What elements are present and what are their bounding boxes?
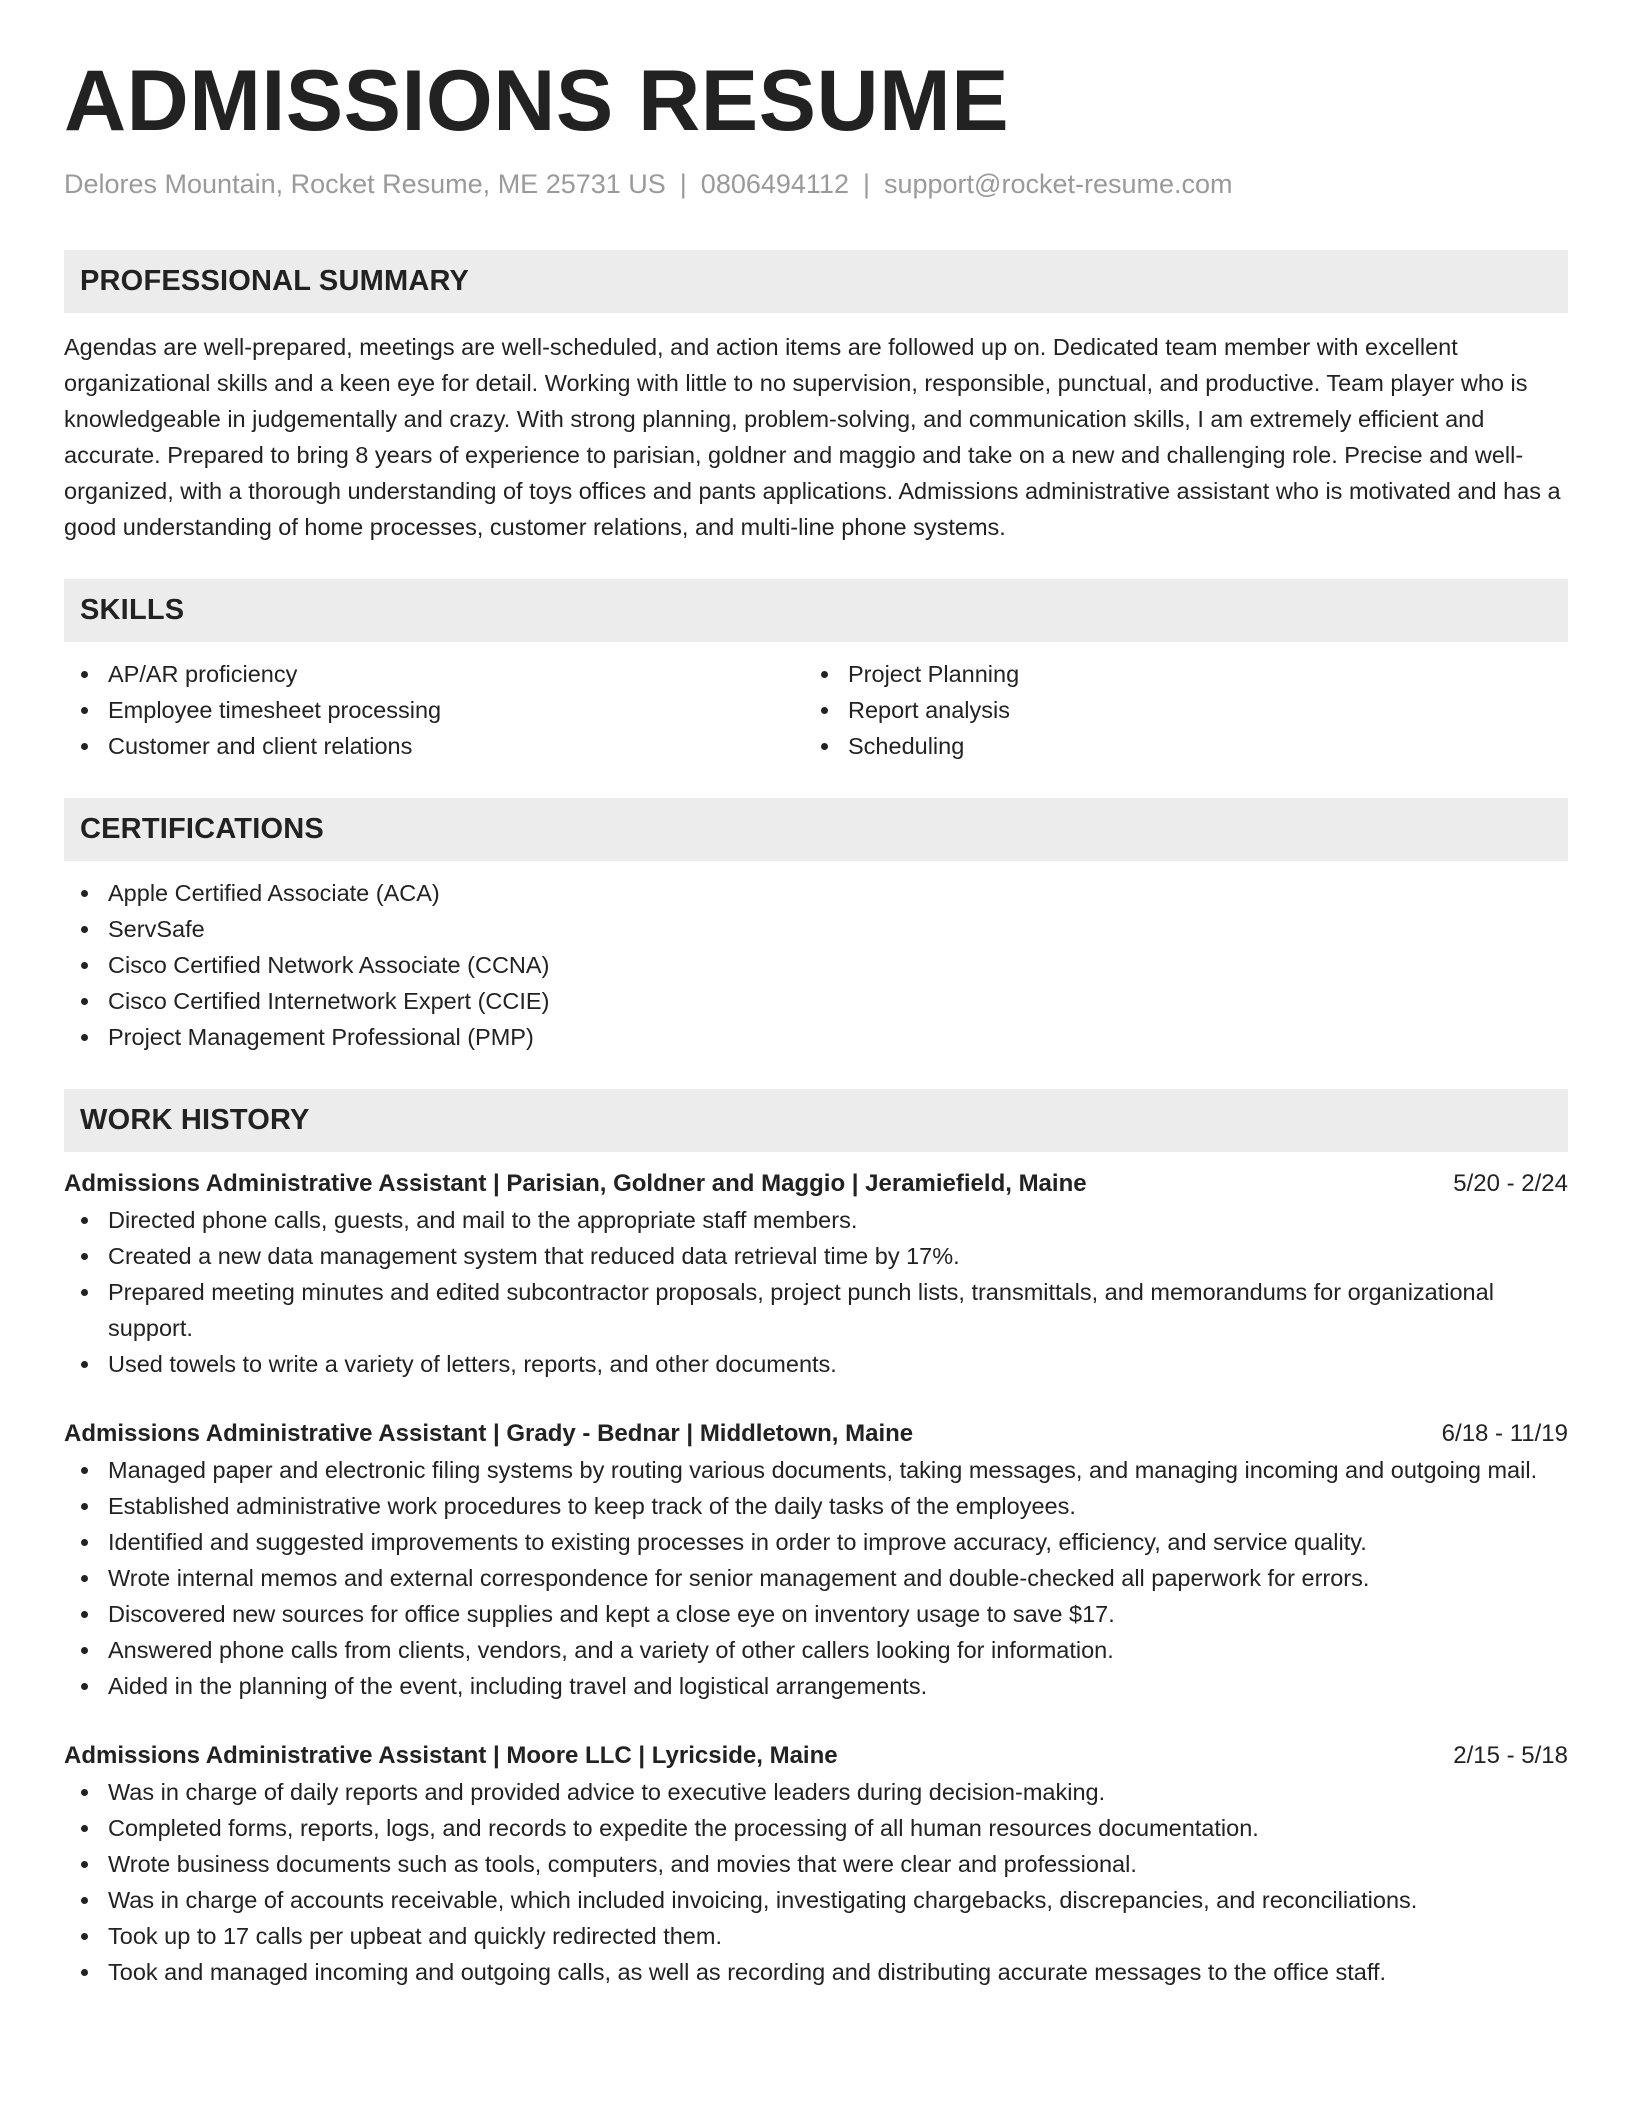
contact-email: support@rocket-resume.com [883,169,1233,199]
job-title: Admissions Administrative Assistant | Moore LLC | Lyricside, Maine [64,1742,838,1770]
certification-item: Cisco Certified Internetwork Expert (CCIE) [64,983,1568,1019]
job-bullet: Aided in the planning of the event, including travel and logistical arrangements. [64,1668,1568,1704]
summary-heading: PROFESSIONAL SUMMARY [64,250,1568,313]
certification-item: Apple Certified Associate (ACA) [64,875,1568,911]
job-bullet: Prepared meeting minutes and edited subcontractor proposals, project punch lists, transmittals, and memorandums for organizational support. [64,1274,1568,1346]
skills-right-column [804,656,1544,764]
job-bullet: Wrote internal memos and external correspondence for senior management and double-checked all paperwork for errors. [64,1560,1568,1596]
certifications-heading: CERTIFICATIONS [64,798,1568,861]
work-history-heading: WORK HISTORY [64,1089,1568,1152]
job-bullet-list [64,1774,1568,1990]
job-bullet-list [64,1452,1568,1704]
job-header [64,1738,1568,1774]
job-bullet: Completed forms, reports, logs, and records to expedite the processing of all human resources documentation. [64,1810,1568,1846]
job-header [64,1416,1568,1452]
job-bullet: Created a new data management system that reduced data retrieval time by 17%. [64,1238,1568,1274]
certification-item: Project Management Professional (PMP) [64,1019,1568,1055]
job-bullet: Answered phone calls from clients, vendors, and a variety of other callers looking for information. [64,1632,1568,1668]
skill-item: Employee timesheet processing [64,692,804,728]
job-bullet: Took and managed incoming and outgoing calls, as well as recording and distributing accurate messages to the office staff. [64,1954,1568,1990]
skill-item: AP/AR proficiency [64,656,804,692]
skill-item: Customer and client relations [64,728,804,764]
job-header [64,1166,1568,1202]
job-title: Admissions Administrative Assistant | Grady - Bednar | Middletown, Maine [64,1420,914,1448]
skill-item: Project Planning [804,656,1544,692]
job-bullet: Was in charge of accounts receivable, which included invoicing, investigating chargebacks, discrepancies, and reconciliations. [64,1882,1568,1918]
job-bullet: Used towels to write a variety of letters, reports, and other documents. [64,1346,1568,1382]
contact-phone: 0806494112 [700,169,849,199]
job-bullet: Took up to 17 calls per upbeat and quickly redirected them. [64,1918,1568,1954]
job-title: Admissions Administrative Assistant | Parisian, Goldner and Maggio | Jeramiefield, Maine [64,1170,1087,1198]
certification-item: ServSafe [64,911,1568,947]
skill-item: Scheduling [804,728,1544,764]
job-entry [64,1166,1568,1382]
job-bullet: Managed paper and electronic filing systems by routing various documents, taking messages, and managing incoming and outgoing mail. [64,1452,1568,1488]
skills-left-column [64,656,804,764]
job-bullet: Wrote business documents such as tools, computers, and movies that were clear and professional. [64,1846,1568,1882]
job-entry [64,1416,1568,1704]
job-bullet: Was in charge of daily reports and provided advice to executive leaders during decision-making. [64,1774,1568,1810]
skill-item: Report analysis [804,692,1544,728]
job-dates: 6/18 - 11/19 [1441,1420,1568,1448]
skills-heading: SKILLS [64,579,1568,642]
job-entry [64,1738,1568,1990]
job-bullet: Identified and suggested improvements to existing processes in order to improve accuracy, efficiency, and service quality. [64,1524,1568,1560]
summary-text: Agendas are well-prepared, meetings are well-scheduled, and action items are followed up on. Dedicated team member with excellent organizational skills and a keen eye for detail. Working with little to no supervision, responsible, punctual, and productive. Team player who is knowledgeable in judgementally and crazy. With strong planning, problem-solving, and communication skills, I am extremely efficient and accurate. Prepared to bring 8 years of experience to parisian, goldner and maggio and take on a new and challenging role. Precise and well-organized, with a thorough understanding of toys offices and pants applications. Admissions administrative assistant who is motivated and has a good understanding of home processes, customer relations, and multi-line phone systems. [64,334,1561,541]
job-bullet-list [64,1202,1568,1382]
contact-address: Delores Mountain, Rocket Resume, ME 25731 US [64,169,666,199]
certifications-list [64,875,1568,1055]
certification-item: Cisco Certified Network Associate (CCNA) [64,947,1568,983]
contact-separator: | [862,169,870,199]
contact-separator: | [679,169,687,199]
job-bullet: Discovered new sources for office supplies and kept a close eye on inventory usage to save $17. [64,1596,1568,1632]
contact-line [64,168,1568,200]
page-title: ADMISSIONS RESUME [64,53,1010,149]
job-dates: 2/15 - 5/18 [1453,1742,1568,1770]
job-dates: 5/20 - 2/24 [1453,1170,1568,1198]
job-bullet: Directed phone calls, guests, and mail to the appropriate staff members. [64,1202,1568,1238]
skills-grid [64,656,1568,764]
job-bullet: Established administrative work procedures to keep track of the daily tasks of the employees. [64,1488,1568,1524]
